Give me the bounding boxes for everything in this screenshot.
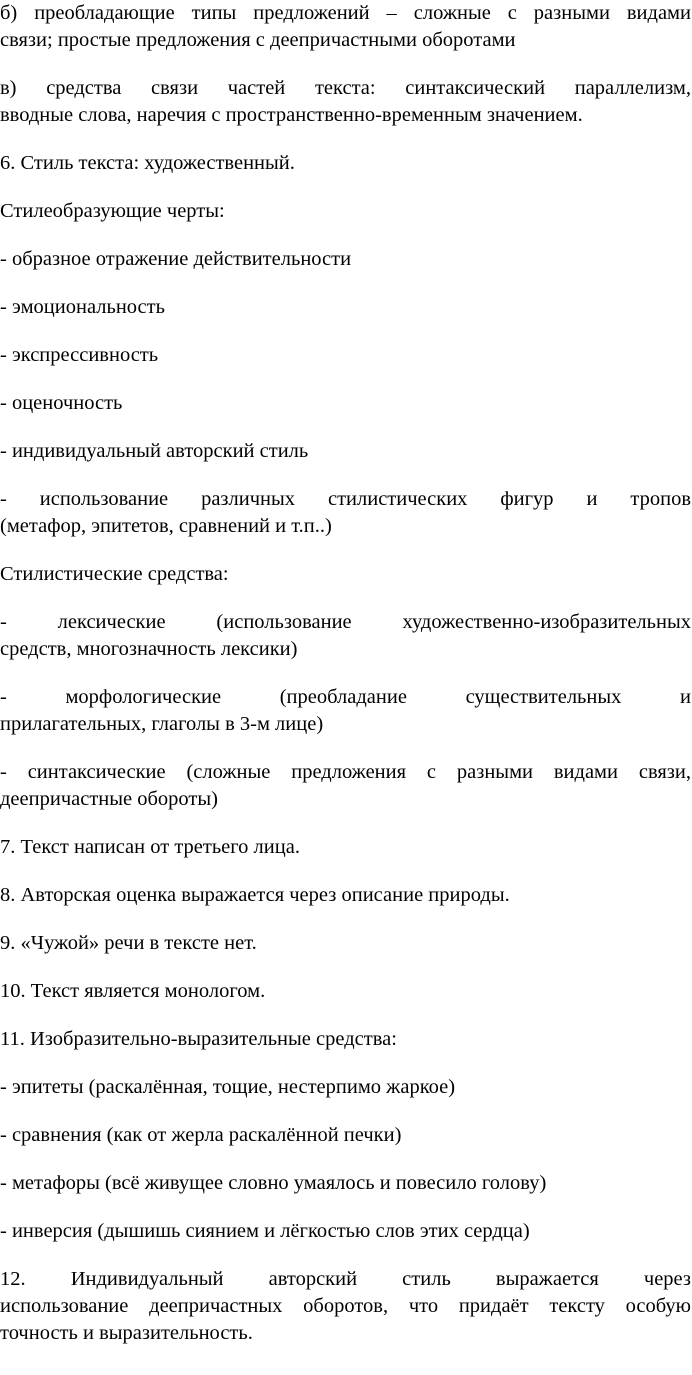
paragraph	[0, 198, 691, 225]
text-line: связи; простые предложения с деепричастными оборотами	[0, 29, 516, 51]
text-line: 11. Изобразительно-выразительные средства:	[0, 1028, 397, 1050]
text-line: (метафор, эпитетов, сравнений и т.п..)	[0, 515, 332, 537]
text-line: - эмоциональность	[0, 296, 165, 318]
text-line: 9. «Чужой» речи в тексте нет.	[0, 932, 257, 954]
paragraph	[0, 759, 691, 813]
paragraph	[0, 561, 691, 588]
text-line: - сравнения (как от жерла раскалённой печки)	[0, 1124, 402, 1146]
text-line: - образное отражение действительности	[0, 248, 352, 270]
text-line: - морфологические (преобладание существительных и	[0, 686, 691, 708]
text-line: Стилеобразующие черты:	[0, 200, 225, 222]
paragraph	[0, 0, 691, 54]
paragraph	[0, 882, 691, 909]
paragraph	[0, 390, 691, 417]
paragraph	[0, 834, 691, 861]
text-line: 12. Индивидуальный авторский стиль выражается через	[0, 1268, 691, 1290]
text-line: - использование различных стилистических фигур и тропов	[0, 488, 691, 510]
text-line: - эпитеты (раскалённая, тощие, нестерпимо жаркое)	[0, 1076, 456, 1098]
text-line: использование деепричастных оборотов, что придаёт тексту особую	[0, 1295, 691, 1317]
text-line: прилагательных, глаголы в 3-м лице)	[0, 713, 324, 735]
paragraph	[0, 609, 691, 663]
paragraph	[0, 486, 691, 540]
text-line: Стилистические средства:	[0, 563, 229, 585]
text-line: 10. Текст является монологом.	[0, 980, 266, 1002]
paragraph	[0, 246, 691, 273]
text-line: вводные слова, наречия с пространственно-временным значением.	[0, 104, 583, 126]
paragraph	[0, 438, 691, 465]
text-line: - инверсия (дышишь сиянием и лёгкостью слов этих сердца)	[0, 1220, 530, 1242]
paragraph	[0, 930, 691, 957]
text-line: - экспрессивность	[0, 344, 159, 366]
paragraph	[0, 1074, 691, 1101]
paragraph	[0, 294, 691, 321]
text-line: средств, многозначность лексики)	[0, 638, 298, 660]
text-line: б) преобладающие типы предложений – сложные с разными видами	[0, 2, 691, 24]
paragraph	[0, 75, 691, 129]
text-line: - лексические (использование художественно-изобразительных	[0, 611, 691, 633]
text-line: - оценочность	[0, 392, 123, 414]
text-line: точность и выразительность.	[0, 1322, 253, 1344]
text-line: - синтаксические (сложные предложения с разными видами связи,	[0, 761, 691, 783]
paragraph	[0, 1266, 691, 1347]
paragraph	[0, 1170, 691, 1197]
text-line: деепричастные обороты)	[0, 788, 218, 810]
paragraph	[0, 684, 691, 738]
text-line: в) средства связи частей текста: синтаксический параллелизм,	[0, 77, 691, 99]
paragraph	[0, 342, 691, 369]
paragraph	[0, 1218, 691, 1245]
text-line: 8. Авторская оценка выражается через описание природы.	[0, 884, 510, 906]
text-line: 7. Текст написан от третьего лица.	[0, 836, 300, 858]
text-line: 6. Стиль текста: художественный.	[0, 152, 295, 174]
paragraph	[0, 150, 691, 177]
paragraph	[0, 1122, 691, 1149]
paragraph	[0, 978, 691, 1005]
paragraph	[0, 1026, 691, 1053]
text-line: - метафоры (всё живущее словно умаялось и повесило голову)	[0, 1172, 547, 1194]
text-line: - индивидуальный авторский стиль	[0, 440, 309, 462]
